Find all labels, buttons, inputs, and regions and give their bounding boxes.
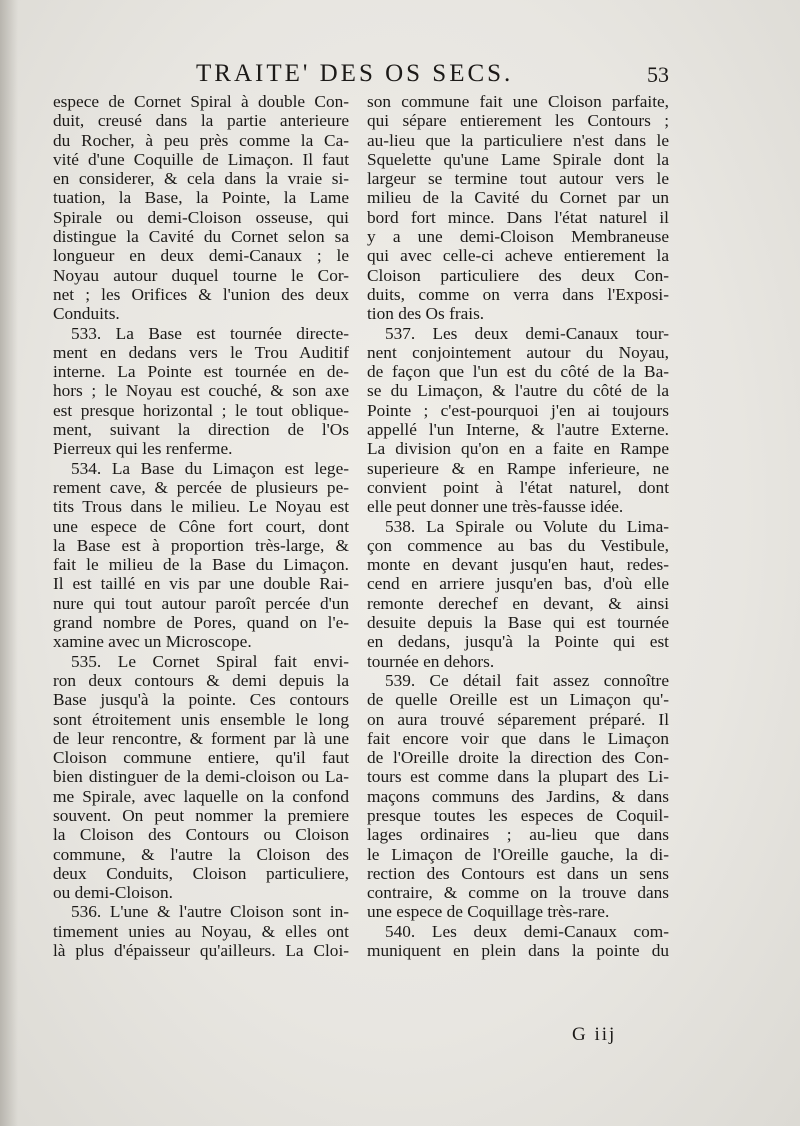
text-line: 534. La Base du Limaçon est lege- <box>71 458 349 478</box>
text-line: au-lieu que la particuliere n'est dans le <box>367 130 669 150</box>
text-line: remonte derechef en devant, & ainsi <box>367 593 669 613</box>
text-line: grand nombre de Pores, quand on l'e- <box>53 613 349 633</box>
text-line: de l'Oreille droite la direction des Con- <box>367 748 669 768</box>
text-line: espece de Cornet Spiral à double Con- <box>53 92 349 111</box>
text-line: la Cloison des Contours ou Cloison <box>53 825 349 845</box>
text-line: 539. Ce détail fait assez connoître <box>385 670 669 690</box>
text-line: se du Limaçon, & l'autre du côté de la <box>367 381 669 401</box>
text-line: tours est comme dans la plupart des Li- <box>367 767 669 787</box>
text-line: tion des Os frais. <box>367 304 485 324</box>
right-text-column <box>367 92 669 960</box>
text-line: Pierreux qui les renferme. <box>53 439 233 459</box>
text-line: Noyau autour duquel tourne le Cor- <box>53 265 349 285</box>
text-line: Base jusqu'à la pointe. Ces contours <box>53 690 349 710</box>
page-spine-shadow <box>0 0 18 1126</box>
text-line: fait le milieu de la Base du Limaçon. <box>53 555 349 575</box>
text-line: en dedans, jusqu'à la Pointe qui est <box>367 632 669 652</box>
text-line: tournée en dehors. <box>367 651 495 671</box>
text-line: superieure & en Rampe inferieure, ne <box>367 458 669 478</box>
text-line: la Base est à proportion très-large, & <box>53 535 349 555</box>
text-line: appellé l'un Interne, & l'autre Externe. <box>367 420 669 440</box>
text-line: Spirale ou demi-Cloison osseuse, qui <box>53 207 349 227</box>
text-line: souvent. On peut nommer la premiere <box>53 805 349 825</box>
text-line: 533. La Base est tournée directe- <box>71 323 349 343</box>
text-line: rement cave, & percée de plusieurs pe- <box>53 477 349 497</box>
running-title: TRAITE' DES OS SECS. <box>196 60 514 87</box>
text-line: du Rocher, à peu près comme la Ca- <box>53 130 349 150</box>
text-line: en considerer, & cela dans la vraie si- <box>53 169 349 189</box>
text-line: ment en dedans vers le Trou Auditif <box>53 342 349 362</box>
text-line: duit, creusé dans la partie anterieure <box>53 111 349 131</box>
text-line: rection des Contours est dans un sens <box>367 863 669 883</box>
text-line: 535. Le Cornet Spiral fait envi- <box>71 651 349 671</box>
text-line: timement unies au Noyau, & elles ont <box>53 921 349 941</box>
text-line: xamine avec un Microscope. <box>53 632 252 652</box>
text-line: sont étroitement unis ensemble le long <box>53 709 349 729</box>
signature-mark: G iij <box>572 1024 617 1045</box>
text-line: le Limaçon de l'Oreille gauche, la di- <box>367 844 669 864</box>
text-line: desuite depuis la Base qui est tournée <box>367 613 669 633</box>
text-line: Cloison commune entiere, qu'il faut <box>53 748 349 768</box>
text-line: çon commence au bas du Vestibule, <box>367 535 669 555</box>
text-line: muniquent en plein dans la pointe du <box>367 941 669 961</box>
text-line: bien distinguer de la demi-cloison ou La- <box>53 767 349 787</box>
text-line: elle peut donner une très-fausse idée. <box>367 497 624 517</box>
text-line: ron deux contours & demi depuis la <box>53 670 349 690</box>
text-line: Conduits. <box>53 304 120 324</box>
text-line: fait encore voir que dans le Limaçon <box>367 728 669 748</box>
text-line: qui avec celle-ci acheve entierement la <box>367 246 669 266</box>
text-line: cend en arriere jusqu'en bas, d'où elle <box>367 574 669 594</box>
text-line: là plus d'épaisseur qu'ailleurs. La Cloi- <box>53 941 349 961</box>
text-line: net ; les Orifices & l'union des deux <box>53 284 349 304</box>
text-line: lages ordinaires ; au-lieu que dans <box>367 825 669 845</box>
text-line: 538. La Spirale ou Volute du Lima- <box>385 516 669 536</box>
text-line: ou demi-Cloison. <box>53 883 174 903</box>
text-line: bord fort mince. Dans l'état naturel il <box>367 207 669 227</box>
text-line: 540. Les deux demi-Canaux com- <box>385 921 669 941</box>
text-line: tuation, la Base, la Pointe, la Lame <box>53 188 349 208</box>
text-line: interne. La Pointe est tournée en de- <box>53 362 349 382</box>
text-line: convient point à l'état naturel, dont <box>367 477 669 497</box>
text-line: milieu de la Cavité du Cornet par un <box>367 188 669 208</box>
text-line: La division qu'on en a faite en Rampe <box>367 439 669 459</box>
text-line: on aura trouvé séparement préparé. Il <box>367 709 669 729</box>
text-line: qui sépare entierement les Contours ; <box>367 111 669 131</box>
text-line: y a une demi-Cloison Membraneuse <box>367 227 669 247</box>
text-line: contraire, & comme on la trouve dans <box>367 883 669 903</box>
text-line: duits, comme on verra dans l'Exposi- <box>367 284 669 304</box>
text-line: longueur en deux demi-Canaux ; le <box>53 246 349 266</box>
text-line: monte en devant jusqu'en haut, redes- <box>367 555 669 575</box>
text-line: nure qui tout autour paroît percée d'un <box>53 593 349 613</box>
text-line: 536. L'une & l'autre Cloison sont in- <box>71 902 349 922</box>
left-text-column <box>53 92 349 960</box>
text-line: est presque horizontal ; le tout oblique- <box>53 400 349 420</box>
text-line: presque toutes les especes de Coquil- <box>367 805 669 825</box>
text-line: me Spirale, avec laquelle on la confond <box>53 786 349 806</box>
text-line: 537. Les deux demi-Canaux tour- <box>385 323 669 343</box>
text-line: commune, & l'autre la Cloison des <box>53 844 349 864</box>
text-line: de façon que l'un est du côté de la Ba- <box>367 362 669 382</box>
page-number: 53 <box>647 62 669 87</box>
text-line: nent conjointement autour du Noyau, <box>367 342 669 362</box>
text-line: vité d'une Coquille de Limaçon. Il faut <box>53 149 349 169</box>
text-line: ment, suivant la direction de l'Os <box>53 420 349 440</box>
text-line: Pointe ; c'est-pourquoi j'en ai toujours <box>367 400 669 420</box>
text-line: Squelette qu'une Lame Spirale dont la <box>367 149 669 169</box>
text-line: de leur rencontre, & forment par là une <box>53 728 349 748</box>
text-line: une espece de Coquillage très-rare. <box>367 902 610 922</box>
text-line: une espece de Cône fort court, dont <box>53 516 349 536</box>
text-line: son commune fait une Cloison parfaite, <box>367 92 669 111</box>
text-line: deux Conduits, Cloison particuliere, <box>53 863 349 883</box>
text-line: hors ; le Noyau est couché, & son axe <box>53 381 349 401</box>
text-line: tits Trous dans le milieu. Le Noyau est <box>53 497 349 517</box>
page-header <box>0 56 800 90</box>
text-line: Il est taillé en vis par une double Rai- <box>53 574 349 594</box>
text-line: distingue la Cavité du Cornet selon sa <box>53 227 349 247</box>
text-line: Cloison particuliere des deux Con- <box>367 265 669 285</box>
text-line: maçons communs des Jardins, & dans <box>367 786 669 806</box>
text-line: largeur se termine tout autour vers le <box>367 169 669 189</box>
text-line: de quelle Oreille est un Limaçon qu'- <box>367 690 669 710</box>
